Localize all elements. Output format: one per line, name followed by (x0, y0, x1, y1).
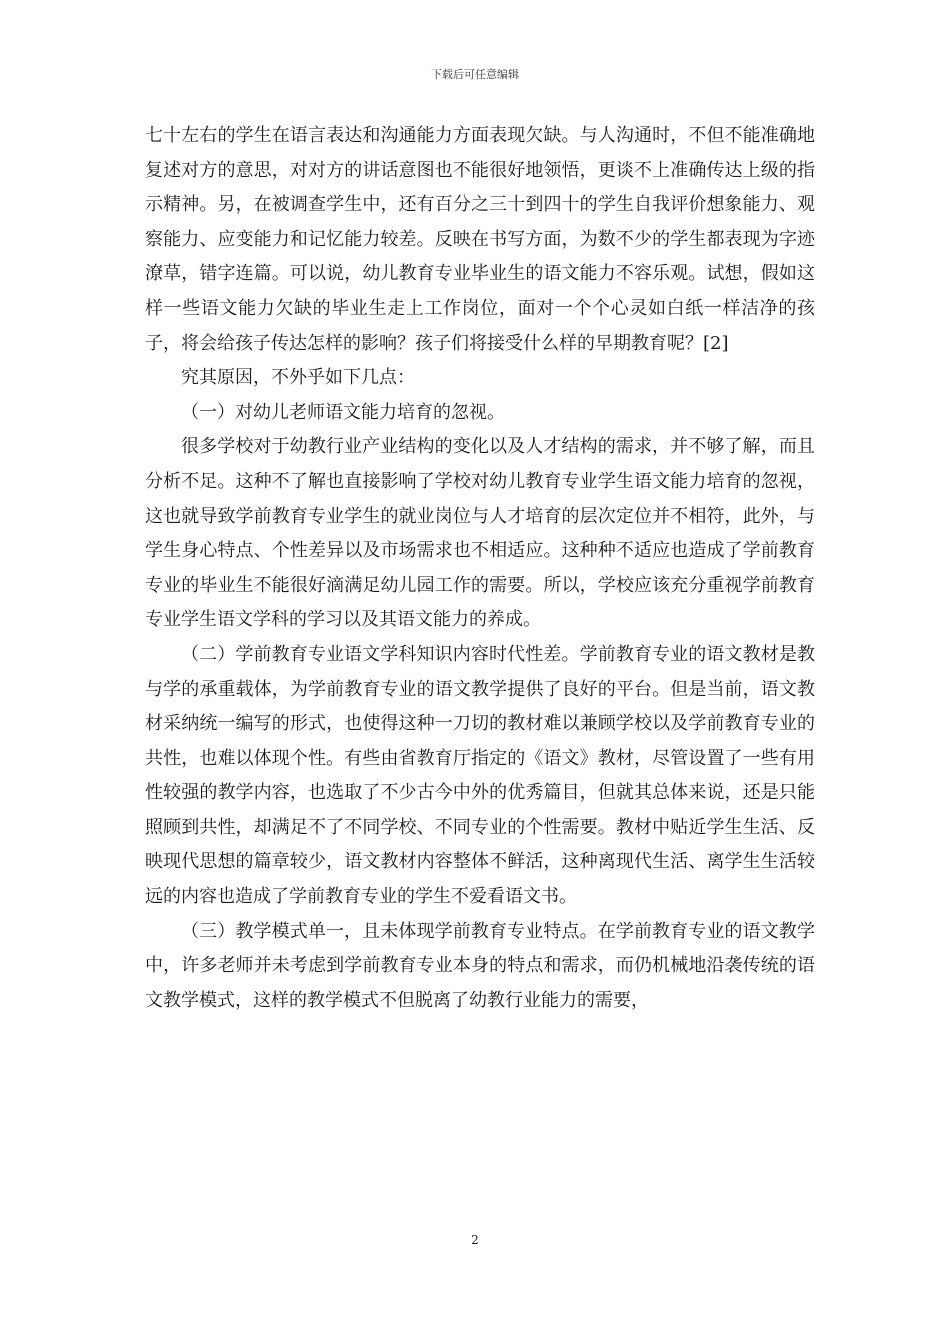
section-heading-one: （一）对幼儿老师语文能力培育的忽视。 (181, 401, 505, 423)
paragraph-causes-intro: 究其原因，不外乎如下几点： (181, 367, 415, 389)
paragraph-section-one: 很多学校对于幼教行业产业结构的变化以及人才结构的需求，并不够了解，而且分析不足。这种不了解也直接影响了学校对幼儿教育专业学生语文能力培育的忽视，这也就导致学前教育专业学生的就业岗位与人才培育的层次定位并不相符，此外，与学生身心特点、个性差异以及市场需求也不相适应。这种种不适应也造成了学前教育专业的毕业生不能很好滴满足幼儿园工作的需要。所以，学校应该充分重视学前教育专业学生语文学科的学习以及其语文能力的养成。 (145, 436, 815, 631)
paragraph-continued: 七十左右的学生在语言表达和沟通能力方面表现欠缺。与人沟通时，不但不能准确地复述对方的意思，对对方的讲话意图也不能很好地领悟，更谈不上准确传达上级的指示精神。另，在被调查学生中，还有百分之三十到四十的学生自我评价想象能力、观察能力、应变能力和记忆能力较差。反映在书写方面，为数不少的学生都表现为字迹潦草，错字连篇。可以说，幼儿教育专业毕业生的语文能力不容乐观。试想，假如这样一些语文能力欠缺的毕业生走上工作岗位，面对一个个心灵如白纸一样洁净的孩子，将会给孩子传达怎样的影响？孩子们将接受什么样的早期教育呢？[2] (145, 125, 815, 354)
page-header: 下载后可任意编辑 (431, 68, 519, 81)
paragraph-section-three: （三）教学模式单一，且未体现学前教育专业特点。在学前教育专业的语文教学中，许多老师并未考虑到学前教育专业本身的特点和需求，而仍机械地沿袭传统的语文教学模式，这样的教学模式不但脱离了幼教行业能力的需要， (145, 920, 815, 1011)
document-body (145, 119, 815, 1018)
page-number: 2 (471, 1233, 479, 1247)
paragraph-section-two: （二）学前教育专业语文学科知识内容时代性差。学前教育专业的语文教材是教与学的承重载体，为学前教育专业的语文教学提供了良好的平台。但是当前，语文教材采纳统一编写的形式，也使得这种一刀切的教材难以兼顾学校以及学前教育专业的共性，也难以体现个性。有些由省教育厅指定的《语文》教材，尽管设置了一些有用性较强的教学内容，也选取了不少古今中外的优秀篇目，但就其总体来说，还是只能照顾到共性，却满足不了不同学校、不同专业的个性需要。教材中贴近学生生活、反映现代思想的篇章较少，语文教材内容整体不鲜活，这种离现代生活、离学生生活较远的内容也造成了学前教育专业的学生不爱看语文书。 (145, 643, 815, 908)
